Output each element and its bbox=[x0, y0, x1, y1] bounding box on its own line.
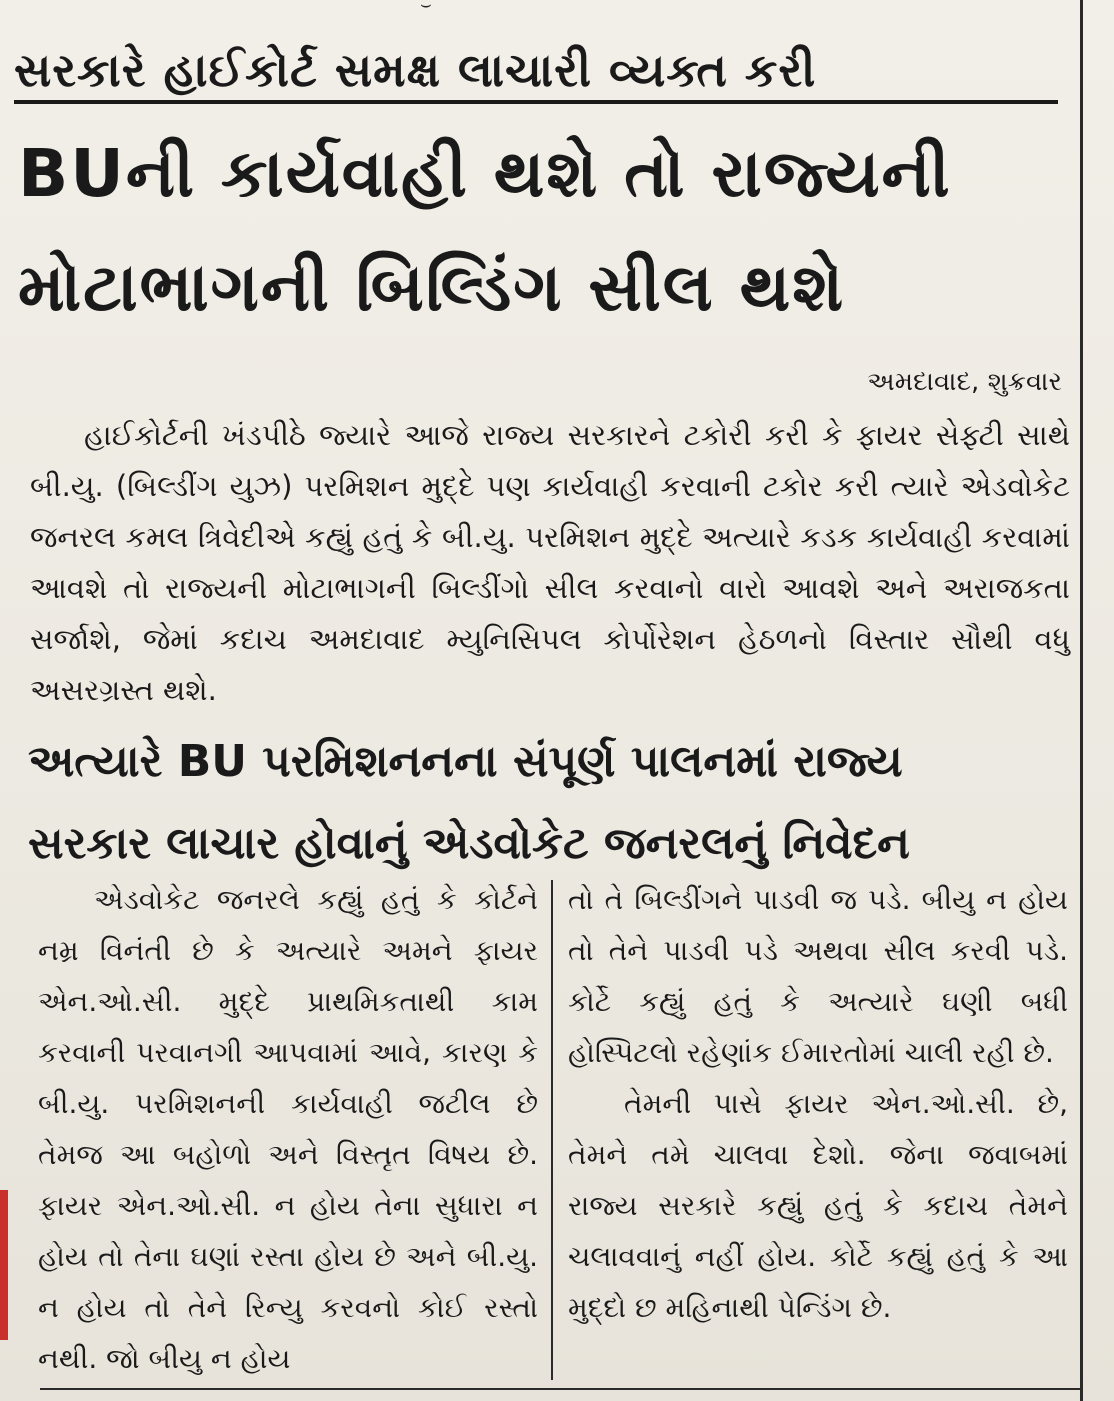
subheadline-line-1: અત્યારે BU પરમિશનનના સંપૂર્ણ પાલનમાં રાજ્ય bbox=[28, 736, 903, 787]
column-border-right bbox=[1080, 0, 1083, 1401]
column-divider bbox=[551, 880, 553, 1380]
page-fold-mark: ⌣ bbox=[420, 0, 432, 15]
body-column-left bbox=[38, 874, 538, 1384]
dateline: અમદાવાદ, શુક્રવાર bbox=[867, 367, 1062, 397]
kicker-underline bbox=[14, 100, 1058, 104]
bottom-rule bbox=[40, 1388, 1080, 1390]
headline-line-2: મોટાભાગની બિલ્ડિંગ સીલ થશે bbox=[18, 249, 846, 326]
kicker-headline: સરકારે હાઈકોર્ટ સમક્ષ લાચારી વ્યક્ત કરી bbox=[14, 43, 817, 97]
headline-line-1: BUની કાર્યવાહી થશે તો રાજ્યની bbox=[18, 135, 952, 212]
left-edge-color-strip bbox=[0, 1190, 8, 1340]
lead-paragraph-block bbox=[30, 410, 1070, 716]
body-column-right bbox=[568, 874, 1068, 1333]
subheadline-line-2: સરકાર લાચાર હોવાનું એડવોકેટ જનરલનું નિવેદન bbox=[28, 818, 910, 869]
body-paragraph: તેમની પાસે ફાયર એન.ઓ.સી. છે, તેમને તમે ચાલવા દેશો. જેના જવાબમાં રાજ્ય સરકારે કહ્યું હતું કે કદાચ તેમને ચલાવવાનું નહીં હોય. કોર્ટે કહ્યું હતું કે આ મુદ્દો છ મહિનાથી પેન્ડિંગ છે. bbox=[568, 1087, 1068, 1324]
body-paragraph: તો તે બિલ્ડીંગને પાડવી જ પડે. બીયુ ન હોય તો તેને પાડવી પડે અથવા સીલ કરવી પડે. કોર્ટે કહ્યું હતું કે અત્યારે ઘણી બધી હોસ્પિટલો રહેણાંક ઈમારતોમાં ચાલી રહી છે. bbox=[568, 883, 1068, 1069]
lead-paragraph: હાઈકોર્ટની ખંડપીઠે જ્યારે આજે રાજ્ય સરકારને ટકોરી કરી કે ફાયર સેફ્ટી સાથે બી.યુ. (બિલ્ડીંગ યુઝ) પરમિશન મુદ્દે પણ કાર્યવાહી કરવાની ટકોર કરી ત્યારે એડવોકેટ જનરલ કમલ ત્રિવેદીએ કહ્યું હતું કે બી.યુ. પરમિશન મુદ્દે અત્યારે કડક કાર્યવાહી કરવામાં આવશે તો રાજ્યની મોટાભાગની બિલ્ડીંગો સીલ કરવાનો વારો આવશે અને અરાજકતા સર્જાશે, જેમાં કદાચ અમદાવાદ મ્યુનિસિપલ કોર્પોરેશન હેઠળનો વિસ્તાર સૌથી વધુ અસરગ્રસ્ત થશે. bbox=[30, 418, 1070, 707]
adjacent-column-fragment bbox=[1092, 40, 1114, 1240]
body-paragraph: એડવોકેટ જનરલે કહ્યું હતું કે કોર્ટને નમ્ર વિનંતી છે કે અત્યારે અમને ફાયર એન.ઓ.સી. મુદ્દે પ્રાથમિકતાથી કામ કરવાની પરવાનગી આપવામાં આવે, કારણ કે બી.યુ. પરમિશનની કાર્યવાહી જટીલ છે તેમજ આ બહોળો અને વિસ્તૃત વિષય છે. ફાયર એન.ઓ.સી. ન હોય તેના સુધારા ન હોય તો તેના ઘણાં રસ્તા હોય છે અને બી.યુ. ન હોય તો તેને રિન્યુ કરવનો કોઈ રસ્તો નથી. જો બીયુ ન હોય bbox=[38, 883, 538, 1375]
